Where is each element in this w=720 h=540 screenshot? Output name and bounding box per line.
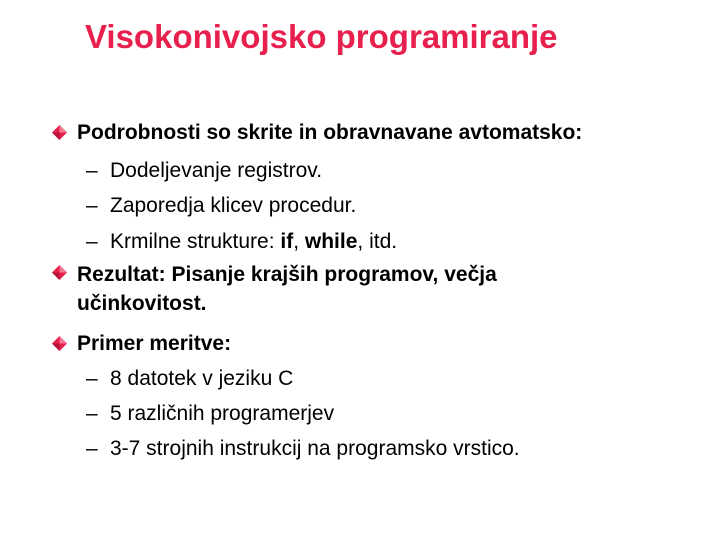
sub-point-1-3-prefix: Krmilne strukture: xyxy=(110,230,281,253)
sub-point-1-1: Dodeljevanje registrov. xyxy=(110,159,323,182)
sub-point-1-2: Zaporedja klicev procedur. xyxy=(110,194,357,217)
sub-point-3-1: 8 datotek v jeziku C xyxy=(110,367,294,390)
diamond-bullet-icon xyxy=(52,265,67,280)
dash-marker: – xyxy=(86,367,98,390)
bullet-point-2-line-2: učinkovitost. xyxy=(77,292,207,315)
dash-marker: – xyxy=(86,402,98,425)
dash-marker: – xyxy=(86,159,98,182)
sub-point-3-3: 3-7 strojnih instrukcij na programsko vrstico. xyxy=(110,437,520,460)
slide-title: Visokonivojsko programiranje xyxy=(85,18,558,55)
dash-marker: – xyxy=(86,194,98,217)
dash-marker: – xyxy=(86,230,98,253)
keyword-while: while xyxy=(304,230,358,253)
sub-point-1-3 xyxy=(110,230,397,254)
bullet-point-3: Primer meritve: xyxy=(77,332,232,355)
sub-point-1-3-suffix: , itd. xyxy=(357,230,398,253)
keyword-if: if xyxy=(280,230,294,253)
sub-point-3-2: 5 različnih programerjev xyxy=(110,402,335,425)
separator: , xyxy=(293,230,305,253)
diamond-bullet-icon xyxy=(52,336,67,351)
dash-marker: – xyxy=(86,437,98,460)
bullet-point-2-line-1: Rezultat: Pisanje krajših programov, večja xyxy=(77,263,497,286)
bullet-point-1: Podrobnosti so skrite in obravnavane avtomatsko: xyxy=(77,121,583,144)
diamond-bullet-icon xyxy=(52,125,67,140)
